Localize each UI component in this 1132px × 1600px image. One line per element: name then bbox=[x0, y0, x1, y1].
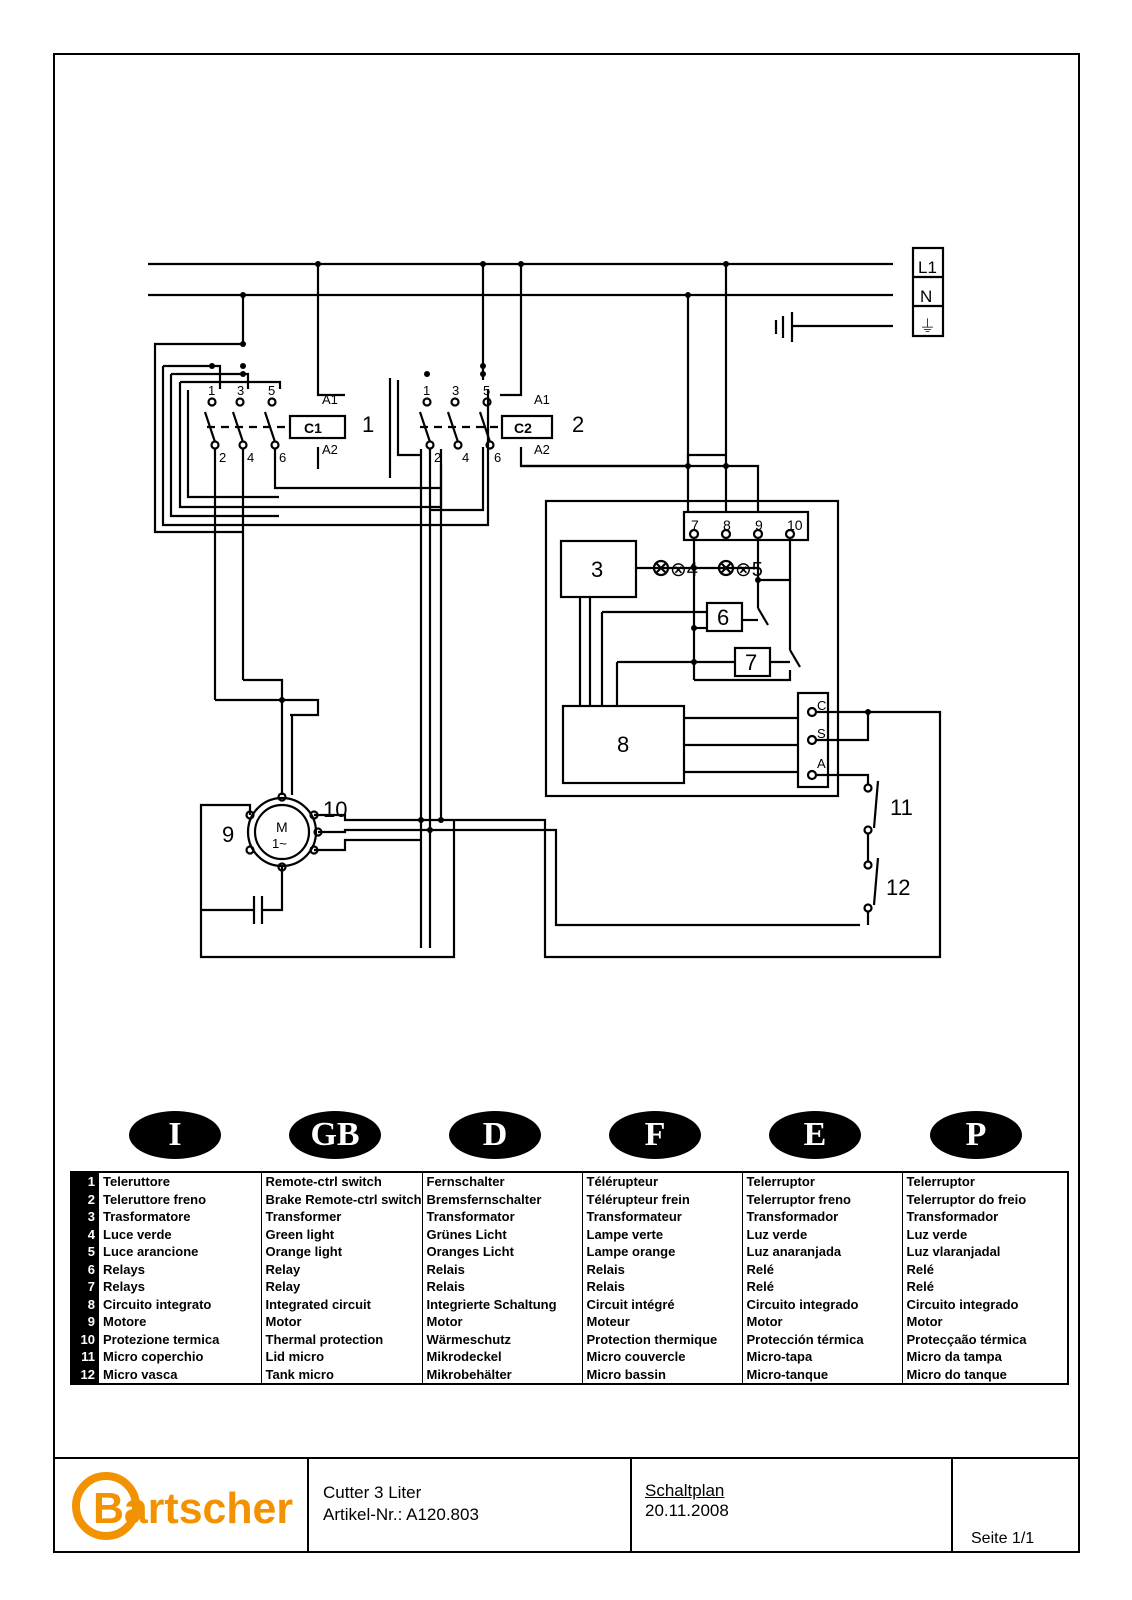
legend-cell-gb: Thermal protection bbox=[261, 1331, 422, 1349]
lang-badge-d: D bbox=[449, 1111, 541, 1159]
legend-cell-it: Relays bbox=[103, 1279, 145, 1294]
motor-m: M bbox=[276, 819, 288, 835]
legend-cell-fr: Lampe verte bbox=[582, 1226, 742, 1244]
legend-row bbox=[71, 1278, 1068, 1296]
legend-cell-it: Relays bbox=[103, 1261, 145, 1277]
article-number: Artikel-Nr.: A120.803 bbox=[323, 1505, 479, 1524]
legend-cell-es: Circuito integrado bbox=[742, 1296, 902, 1314]
legend-cell-it: Teleruttore bbox=[103, 1174, 170, 1189]
title-divider bbox=[630, 1459, 632, 1553]
legend-cell-fr: Lampe orange bbox=[582, 1243, 742, 1261]
legend-cell-de: Wärmeschutz bbox=[422, 1331, 582, 1349]
lang-badge-i: I bbox=[129, 1111, 221, 1159]
legend-cell-fr: Transformateur bbox=[582, 1208, 742, 1226]
legend-cell-gb: Integrated circuit bbox=[261, 1296, 422, 1314]
legend-cell-it: Teleruttore freno bbox=[103, 1191, 207, 1207]
legend-table bbox=[70, 1171, 1069, 1385]
legend-row bbox=[71, 1226, 1068, 1244]
legend-cell-de: Integrierte Schaltung bbox=[422, 1296, 582, 1314]
transformer-label: 3 bbox=[591, 557, 604, 582]
title-block bbox=[53, 1457, 1080, 1553]
legend-cell-fr: Circuit intégré bbox=[582, 1296, 742, 1314]
legend-cell-it: Luce arancione bbox=[103, 1244, 199, 1259]
c1-terminal-3: 3 bbox=[237, 383, 245, 398]
legend-cell-pt: Relé bbox=[902, 1261, 1068, 1279]
legend-row bbox=[71, 1348, 1068, 1366]
legend-cell-fr: Relais bbox=[582, 1278, 742, 1296]
legend-row bbox=[71, 1172, 1068, 1191]
title-divider bbox=[307, 1459, 309, 1553]
supply-label-earth: ⏚ bbox=[919, 317, 936, 336]
csa-c: C bbox=[817, 698, 827, 713]
legend-cell-es: Telerruptor bbox=[742, 1172, 902, 1191]
legend-cell-gb: Lid micro bbox=[261, 1348, 422, 1366]
lamp-4-label: ⊗4 bbox=[670, 559, 698, 581]
contactor-2-number: 2 bbox=[572, 412, 585, 437]
terminal-9: 9 bbox=[755, 517, 763, 533]
c2-a1: A1 bbox=[534, 392, 550, 407]
legend-cell-de: Grünes Licht bbox=[422, 1226, 582, 1244]
c1-terminal-1: 1 bbox=[208, 383, 216, 398]
c1-terminal-5: 5 bbox=[268, 383, 276, 398]
terminal-8: 8 bbox=[723, 517, 731, 533]
legend-row bbox=[71, 1208, 1068, 1226]
legend-cell-es: Luz verde bbox=[742, 1226, 902, 1244]
document-type: Schaltplan bbox=[645, 1481, 725, 1500]
legend-number: 2 bbox=[71, 1191, 99, 1209]
legend-cell-gb: Orange light bbox=[261, 1243, 422, 1261]
contactor-1-number: 1 bbox=[362, 412, 375, 437]
legend-number: 9 bbox=[71, 1313, 99, 1331]
legend-cell-es: Relé bbox=[742, 1278, 902, 1296]
legend-cell-de: Mikrodeckel bbox=[422, 1348, 582, 1366]
legend-cell-fr: Micro couvercle bbox=[582, 1348, 742, 1366]
legend-cell-gb: Brake Remote-ctrl switch bbox=[261, 1191, 422, 1209]
legend-cell-pt: Relé bbox=[902, 1278, 1068, 1296]
c2-terminal-5: 5 bbox=[483, 383, 491, 398]
legend-row bbox=[71, 1191, 1068, 1209]
legend-cell-it: Protezione termica bbox=[103, 1331, 220, 1347]
terminal-7: 7 bbox=[691, 517, 699, 533]
c2-terminal-6: 6 bbox=[494, 450, 502, 465]
bartscher-logo bbox=[71, 1471, 301, 1541]
legend-cell-de: Relais bbox=[422, 1261, 582, 1279]
c1-a1: A1 bbox=[322, 392, 338, 407]
legend-cell-pt: Transformador bbox=[902, 1208, 1068, 1226]
legend-row bbox=[71, 1366, 1068, 1385]
c1-terminal-4: 4 bbox=[247, 450, 255, 465]
lang-badge-gb: GB bbox=[289, 1111, 381, 1159]
legend-cell-pt: Telerruptor bbox=[902, 1172, 1068, 1191]
legend-cell-pt: Luz vlaranjadal bbox=[902, 1243, 1068, 1261]
c2-coil-label: C2 bbox=[514, 420, 532, 436]
product-name: Cutter 3 Liter bbox=[323, 1483, 422, 1502]
legend-cell-de: Relais bbox=[422, 1278, 582, 1296]
c2-terminal-2: 2 bbox=[434, 450, 442, 465]
legend-cell-it: Micro coperchio bbox=[103, 1349, 204, 1364]
motor-phase: 1~ bbox=[272, 836, 287, 851]
legend-number: 10 bbox=[71, 1331, 99, 1349]
legend-cell-gb: Relay bbox=[261, 1261, 422, 1279]
lang-badge-p: P bbox=[930, 1111, 1022, 1159]
legend-cell-fr: Relais bbox=[582, 1261, 742, 1279]
legend-number: 12 bbox=[71, 1366, 99, 1385]
legend-number: 4 bbox=[71, 1226, 99, 1244]
legend-cell-de: Fernschalter bbox=[422, 1172, 582, 1191]
c2-terminal-1: 1 bbox=[423, 383, 431, 398]
csa-s: S bbox=[817, 726, 826, 741]
legend-number: 11 bbox=[71, 1348, 99, 1366]
legend-number: 6 bbox=[71, 1261, 99, 1279]
language-badges bbox=[70, 1111, 1070, 1161]
legend-row bbox=[71, 1313, 1068, 1331]
legend-row bbox=[71, 1261, 1068, 1279]
legend-number: 5 bbox=[71, 1243, 99, 1261]
micro-11-number: 11 bbox=[890, 795, 913, 820]
c1-terminal-6: 6 bbox=[279, 450, 287, 465]
legend-number: 8 bbox=[71, 1296, 99, 1314]
legend-cell-fr: Micro bassin bbox=[582, 1366, 742, 1385]
legend-number: 3 bbox=[71, 1208, 99, 1226]
legend-row bbox=[71, 1296, 1068, 1314]
legend-cell-de: Mikrobehälter bbox=[422, 1366, 582, 1385]
legend-cell-fr: Protection thermique bbox=[582, 1331, 742, 1349]
c2-terminal-4: 4 bbox=[462, 450, 470, 465]
legend-cell-de: Oranges Licht bbox=[422, 1243, 582, 1261]
c1-terminal-2: 2 bbox=[219, 450, 227, 465]
legend-cell-es: Micro-tanque bbox=[742, 1366, 902, 1385]
legend-cell-de: Bremsfernschalter bbox=[422, 1191, 582, 1209]
legend-cell-pt: Protecçaão térmica bbox=[902, 1331, 1068, 1349]
legend-row bbox=[71, 1331, 1068, 1349]
legend-cell-pt: Luz verde bbox=[902, 1226, 1068, 1244]
lamp-5-label: ⊗5 bbox=[735, 559, 763, 581]
brand-name: Bartscher bbox=[93, 1484, 293, 1533]
legend-cell-gb: Green light bbox=[261, 1226, 422, 1244]
legend-cell-gb: Tank micro bbox=[261, 1366, 422, 1385]
legend-row bbox=[71, 1243, 1068, 1261]
legend-cell-es: Transformador bbox=[742, 1208, 902, 1226]
c2-a2: A2 bbox=[534, 442, 550, 457]
legend-cell-it: Motore bbox=[103, 1314, 147, 1329]
document-date: 20.11.2008 bbox=[645, 1501, 729, 1520]
micro-12-number: 12 bbox=[886, 875, 911, 900]
csa-a: A bbox=[817, 756, 826, 771]
legend-cell-gb: Relay bbox=[261, 1278, 422, 1296]
legend-cell-pt: Micro da tampa bbox=[902, 1348, 1068, 1366]
legend-cell-es: Luz anaranjada bbox=[742, 1243, 902, 1261]
legend-number: 1 bbox=[71, 1172, 99, 1191]
title-divider bbox=[951, 1459, 953, 1553]
supply-label-l1: L1 bbox=[918, 258, 937, 277]
legend-cell-gb: Motor bbox=[261, 1313, 422, 1331]
legend-cell-gb: Transformer bbox=[261, 1208, 422, 1226]
legend-cell-de: Transformator bbox=[422, 1208, 582, 1226]
thermal-protection-number: 10 bbox=[323, 797, 348, 822]
legend-cell-gb: Remote-ctrl switch bbox=[261, 1172, 422, 1191]
legend-cell-pt: Telerruptor do freio bbox=[902, 1191, 1068, 1209]
legend-cell-pt: Micro do tanque bbox=[902, 1366, 1068, 1385]
c1-coil-label: C1 bbox=[304, 420, 322, 436]
lang-badge-e: E bbox=[769, 1111, 861, 1159]
legend-cell-pt: Motor bbox=[902, 1313, 1068, 1331]
legend-number: 7 bbox=[71, 1278, 99, 1296]
supply-label-n: N bbox=[920, 287, 933, 306]
relay-6-label: 6 bbox=[717, 605, 730, 630]
motor-number: 9 bbox=[222, 822, 235, 847]
legend-cell-es: Motor bbox=[742, 1313, 902, 1331]
legend-cell-fr: Télérupteur bbox=[582, 1172, 742, 1191]
legend-cell-fr: Télérupteur frein bbox=[582, 1191, 742, 1209]
relay-7-label: 7 bbox=[745, 650, 758, 675]
terminal-10: 10 bbox=[787, 517, 803, 533]
legend-cell-es: Relé bbox=[742, 1261, 902, 1279]
lang-badge-f: F bbox=[609, 1111, 701, 1159]
c2-terminal-3: 3 bbox=[452, 383, 460, 398]
page-number: Seite 1/1 bbox=[971, 1530, 1035, 1547]
c1-a2: A2 bbox=[322, 442, 338, 457]
legend-cell-de: Motor bbox=[422, 1313, 582, 1331]
legend-cell-it: Luce verde bbox=[103, 1226, 172, 1242]
legend-cell-es: Telerruptor freno bbox=[742, 1191, 902, 1209]
legend-cell-it: Circuito integrato bbox=[103, 1296, 212, 1312]
legend-cell-it: Trasformatore bbox=[103, 1209, 191, 1224]
legend-cell-es: Micro-tapa bbox=[742, 1348, 902, 1366]
circuit-8-label: 8 bbox=[617, 732, 630, 757]
legend-cell-es: Protección térmica bbox=[742, 1331, 902, 1349]
legend-cell-it: Micro vasca bbox=[103, 1366, 178, 1382]
legend-cell-pt: Circuito integrado bbox=[902, 1296, 1068, 1314]
legend-cell-fr: Moteur bbox=[582, 1313, 742, 1331]
